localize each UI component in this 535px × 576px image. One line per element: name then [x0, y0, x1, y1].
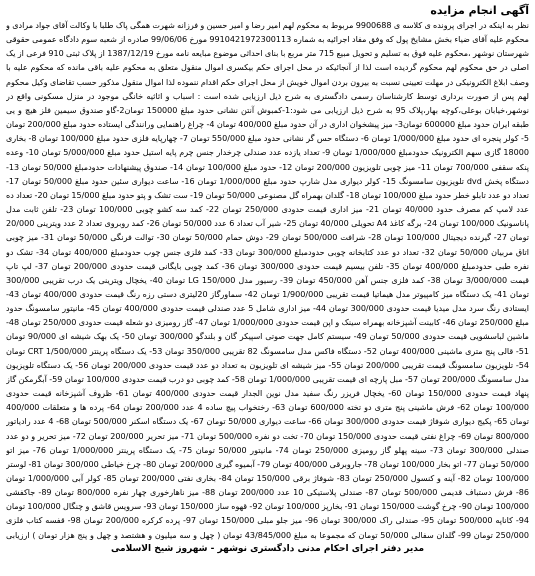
- notice-body: نظر به اینکه در اجرای پرونده ی کلاسه ی 9900688 مربوط به محکوم لهم امیر رضا و امیر حسین و فرزانه شهرت همگی پاک طلبا با وکالت آقای جواد مرادی و محکوم علیه آقای ضیاء بخش مشایخ پول که وفق مفاد اجرائیه به شماره 9910421972300113 مورخ 99/06/06 صادره از شعبه سوم دادگاه عمومی حقوقی شهرستان نوشهر ،محکوم علیه فوق به تسلیم و تحویل مبیع 715 متر مربع با بنای احداثی موضوع مبایعه نامه مورخ 1387/12/19 از پلاک ثبتی 910 فرعی از یک اصلی در حق محکوم لهم محکوم گردیده است لذا از آنجائیکه در محل اجرای حکم بیکسری اموال منقول متعلق به محکوم علیه باقی مانده که محکوم علیه با وصف ابلاغ الکترونیکی در مهلت تعیینی نسبت به بیرون بردن اموال خویش از محل اجرای حکم اقدام ننموده لذا اموال منقول مذکور حسب تقاضای وکیل محکوم لهم پس از صورت برداری توسط کارشناسان رسمی دادگستری به شرح ذیل ارزیابی شده است : اسباب و اثاثیه خانگی موجود در منزل مسکونی واقع در نوشهر،خیابان بوعلی،کوچه بهار،پلاک 95 به شرح ذیل ارزیابی می شود:1-کمبوش آنتن نشانی حدود مبلغ 150000 تومان2-گاو صندوق سیمین فلز هیچ و یی طبقه ایران حدود مبلغ 600000 تومان3- میز پیشخوان اداری در آن حدود مبلغ 400/000 تومان 4- چراغ راهنمایی ورانندگی ایستاده حدود مبلغ 200/000 تومان 5- کولر پنجره ای حدود مبلغ 1/000/000 تومان 6- دستگاه حس گر نشانی حدود مبلغ 550/000 تومان 7- چهارپایه فلزی حدود مبلغ 100/000 تومان 8- بخاری 18000 گازی سهم الکترونیک حدودمبلغ 1/000/000 تومان 9- تعداد یازده عدد صندلی چرخدار جنس چرم پایه استیل حدود مبلغ 5/000/000 تومان 10- وعده پنکه سقفی 700/000 تومان 11- میز چوبی تلویزیون 200/000 تومان 12- حدود مبلغ 100/000 تومان 14- صندوق پیشنهادات حدودمبلغ 50/000 تومان 13- دستگاه پخش dvd تلویزیون سامسونگ 15- کولر دیواری مدل شارپ حدود مبلغ 1/000/000 تومان 16- ساعت دیواری سئین حدود مبلغ 50/000 تومان 17- تعداد دو عدد تابلو خطر حدود مبلغ 100/000 تومان 18- گلدان بهمراه گل مصنوعی 50/000 تومان 19- ست تشک و پتو حدود مبلغ 15/000 تومان 20- تعداد ده عدد لامپ کم مصرف حدود 40/000 تومان 21- میز اداری قیمت حدودی 250/000 تومان 22- کمد سه کشو چوبی 100/000 تومان 23- تلفن ثابت مدل پاناسونیک 100/000 تومان 24- برگه کاغذ A4 تحویلی 40/000 تومان 25- شیر آب تعداد 6 عدد 50/000 تومان 26- کمد روبروی تعداد 2 عدد ویترینی 20/000 تومان 27- گیرنده دیجیتال 100/000 تومان 28- شرافت 500/000 تومان 29- دوش حمام 50/000 تومان 30- توالت فرنگی 50/000 تومان 31- میز چوبی اتاق مربیان 50/000 تومان 32- تعداد دو عدد کتابخانه چوبی حدودمبلغ 300/000 تومان 33- کمد فلزی جنس چوب حدودمبلغ 400/000 تومان 34- تشک دو نفره طبی حدودمبلغ 400/000 تومان 35- تلفن بیسیم قیمت حدودی 300/000 تومان 36- کمد چوبی بایگانی قیمت حدودی 200/000 تومان 37- لپ تاپ قیمت 3/000/000 تومان 38- کمد فلزی جنس آهن 450/000 تومان 39- رسیور مدل LG 150/000 تومان 40- یخچال ویترینی یک درب تقریبی 300/000 تومان 41- یک دستگاه میز کامپیوتر مدل هیماتیا قیمت تقریبی 1/900/000 تومان 42- سماورگاز 20لیتری دستی رزه رنگ قیمت حدودی 400/000 تومان 43- ایستادی رنگ سرد مدل میدیا قیمت حدودی 300/000 تومان 44- میز اداری شامل 5 عدد صندلی قیمت حدودی 400/000 تومان 45- مانیتور سامسونگ حدود مبلغ 250/000 تومان 46- کابینت آشپزخانه بهمراه سینک و اپن قیمت حدودی 1/000/000 تومان 47- گاز رومیزی دو شعله قیمت حدودی 250/000 تومان 48- ماشین لباسشویی قیمت حدودی 50/000 تومان 49- سیستم کامل جهت صوتی اسپیکر گان و بلندگو 300/000 تومان 50- یک بهک شیشه ای 90/000 تومان 51- قالی پنج متری ماشینی 400/000 تومان 52- دستگاه فاکس مدل سامسونگ 82 تقریبی 350/000 تومان 53- یک دستگاه پرینتر CRT 1/500/000 تومان 54- تلویزیون سامسونگ قیمت تقریبی 200/000 تومان 55- میز شیشه ای تلویزیون به تعداد دو عدد قیمت حدودی 200/000 تومان 56- یک دستگاه تلویزیون مدل سامسونگ 200/000 تومان 57- مبل پارچه ای قیمت تقریبی 1/000/000 تومان 58- کمد چوبی دو درب قیمت حدودی 100/000 تومان 59- آبگرمکن گاز پنهاد قیمت حدودی 150/000 تومان 60- یخچال فریزر رنگ سفید مدل نوین الجدار قیمت حدودی 400/000 تومان 61- ظروف آشپزخانه قیمت حدودی 100/000 تومان 62- فرش ماشینی پنج متری دو تخته 600/000 تومان 63- رختخواب پیچ ساده 4 عدد 200/000 تومان 64- پرده ها و متعلقات 400/000 تومان 65- پکیج دیواری شوفاژ قیمت حدودی 300/000 تومان 66- ساعت دیواری 50/000 تومان 67- یک دستگاه اسکنر 500/000 تومان 68- 4 عدد رادیاتور 800/000 تومان 69- چراغ نفتی قیمت حدودی 150/000 تومان 70- تخت دو نفره 500/000 تومان 71- میز تحریر 200/000 تومان 72- میز تحریر و دو عدد صندلی 300/000 تومان 73- سینه پهلو گاز رومیزی 250/000 تومان 74- مانیتور 50/000 تومان 75- یک دستگاه پرینتر 1/000/000 تومان 76- میز اتو 50/000 تومان 77- اتو بخار 100/000 تومان 78- جاروبرقی 400/000 تومان 79- آبمیوه گیری 200/000 تومان 80- چرخ خیاطی 300/000 تومان 81- لوستر 100/000 تومان 82- آینه و کنسول 250/000 تومان 83- شوفاژ برقی 150/000 تومان 84- بخاری نفتی 200/000 تومان 85- کولر آبی 1/000/000 تومان 86- فرش دستباف قدیمی 500/000 تومان 87- صندلی پلاستیکی 10 عدد 200/000 تومان 88- میز ناهارخوری چهار نفره 800/000 تومان 89- جاکفشی 100/000 تومان 90- چرخ گوشت 150/000 تومان 91- بخارپز 100/000 تومان 92- قهوه ساز 150/000 تومان 93- سرویس قاشق و چنگال 100/000 تومان 94- کاناپه 500/000 تومان 95- صندلی راک 300/000 تومان 96- میز جلو مبلی 150/000 تومان 97- پرده کرکره 200/000 تومان 98- قفسه کتاب فلزی 250/000 تومان 99- گلدان سفالی 50/000 تومان که مجموعا به مبلغ 43/845/000 تومان ( چهل و سه میلیون و هشتصد و چهل و پنج هزار تومان ) ارزیابی: [6, 21, 529, 540]
- notice-title: آگهی انجام مزایده: [430, 4, 529, 17]
- notice-signature: مدیر دفتر اجرای احکام مدنی دادگستری نوشهر - شهروز شیخ الاسلامی: [110, 544, 425, 554]
